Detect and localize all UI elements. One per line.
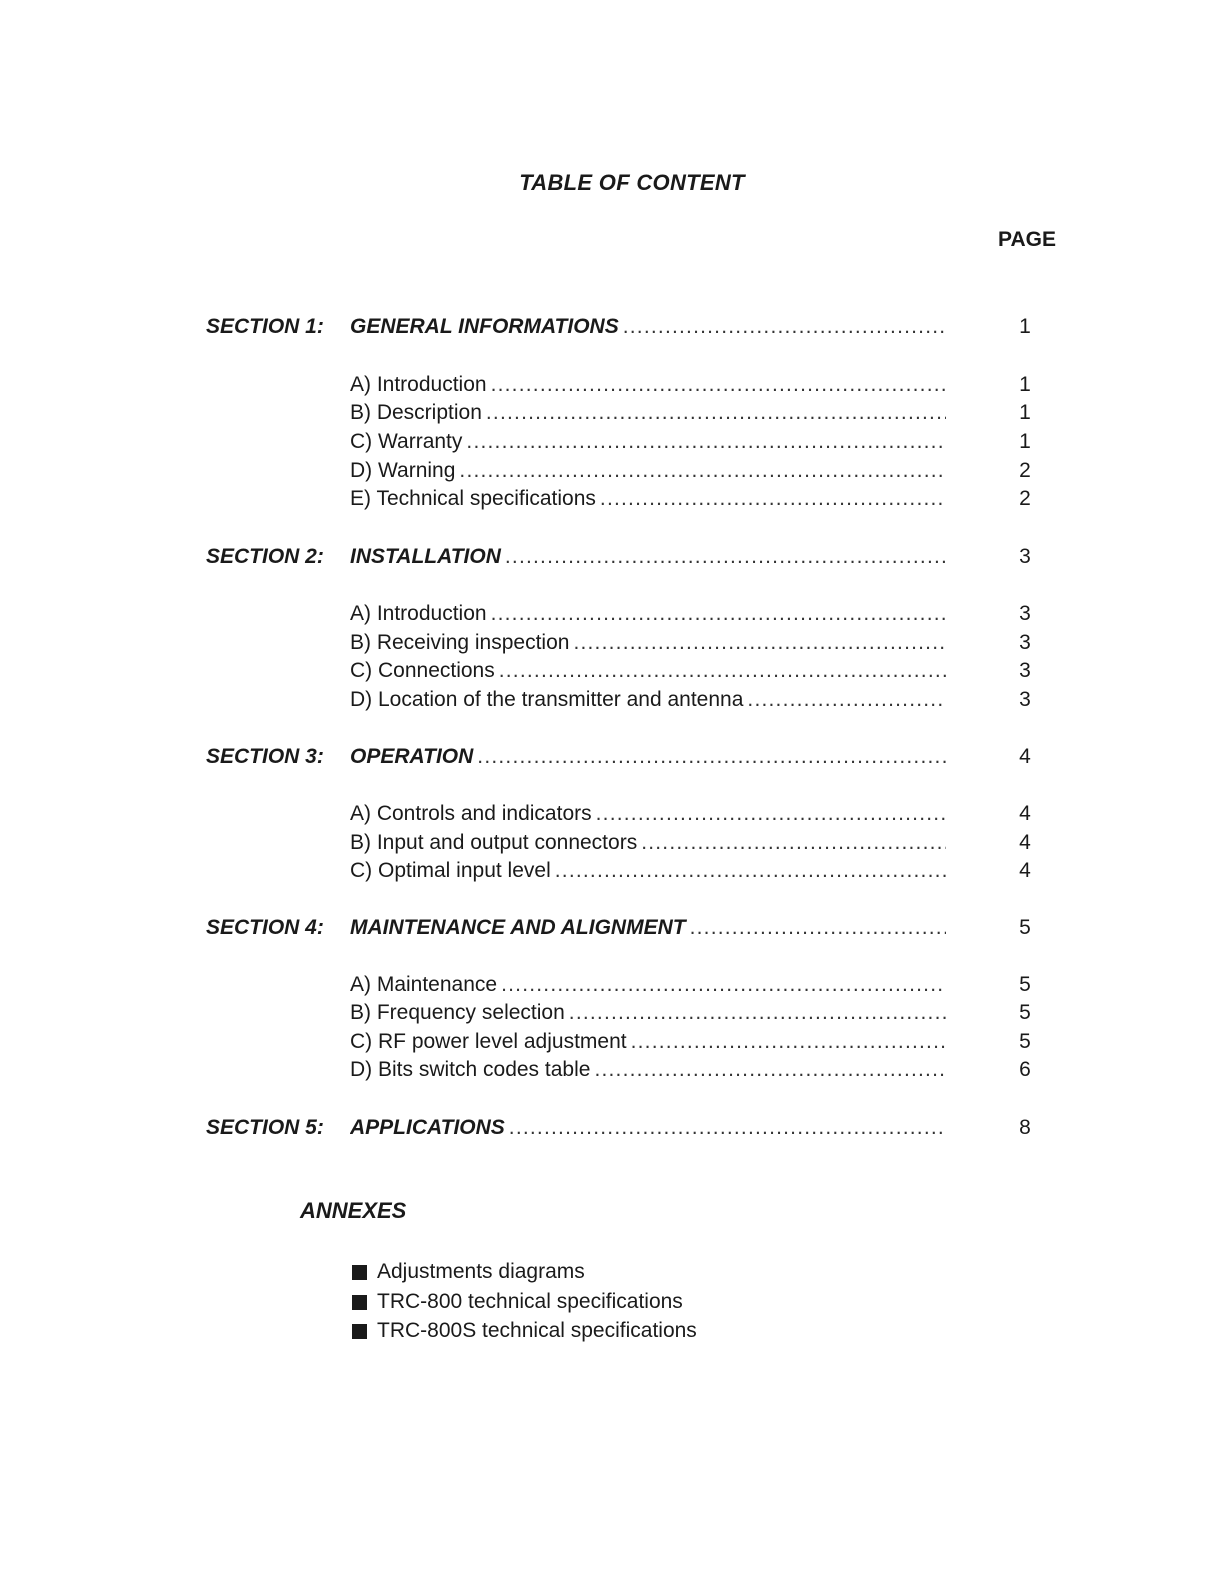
item-text: C) RF power level adjustment [350,1030,627,1053]
section-page-number: 1 [1019,315,1031,338]
page-column-header: PAGE [998,228,1056,251]
item-page-number: 5 [1019,1030,1031,1053]
item-leader [350,485,946,513]
item-text: A) Maintenance [350,973,498,996]
dot-leader [505,543,946,571]
item-leader [350,800,946,828]
dot-leader [747,686,946,714]
dot-leader [623,313,946,341]
annex-item-text: TRC-800 technical specifications [377,1290,683,1313]
annex-item-text: TRC-800S technical specifications [377,1319,697,1342]
item-text: C) Optimal input level [350,859,551,882]
item-page-number: 2 [1019,487,1031,510]
item-page-number: 5 [1019,1001,1031,1024]
annexes-heading: ANNEXES [300,1198,407,1223]
dot-leader [491,371,946,399]
dot-leader [569,999,946,1027]
item-page-number: 1 [1019,401,1031,424]
section-title: GENERAL INFORMATIONS [350,315,619,338]
item-page-number: 1 [1019,373,1031,396]
section-page-number: 3 [1019,545,1031,568]
annex-item-text: Adjustments diagrams [377,1260,585,1283]
item-text: B) Input and output connectors [350,831,638,854]
dot-leader [690,914,946,942]
item-page-number: 4 [1019,831,1031,854]
section-title: INSTALLATION [350,545,501,568]
item-page-number: 3 [1019,688,1031,711]
item-text: A) Introduction [350,373,487,396]
dot-leader [509,1114,946,1142]
item-leader [350,629,946,657]
section-leader [350,313,946,341]
dot-leader [486,399,946,427]
dot-leader [466,428,946,456]
item-page-number: 5 [1019,973,1031,996]
item-leader [350,399,946,427]
section-title: MAINTENANCE AND ALIGNMENT [350,916,686,939]
section-title: OPERATION [350,745,474,768]
section-label: SECTION 5: [206,1116,324,1139]
item-text: B) Description [350,401,482,424]
dot-leader [594,1056,946,1084]
item-text: B) Frequency selection [350,1001,565,1024]
dot-leader [499,657,946,685]
dot-leader [631,1028,946,1056]
dot-leader [600,485,946,513]
section-leader [350,1114,946,1142]
section-label: SECTION 4: [206,916,324,939]
section-leader [350,914,946,942]
item-text: D) Bits switch codes table [350,1058,591,1081]
square-bullet-icon [352,1265,367,1280]
item-leader [350,600,946,628]
dot-leader [477,743,946,771]
section-leader [350,543,946,571]
dot-leader [491,600,946,628]
item-text: D) Location of the transmitter and antenna [350,688,744,711]
dot-leader [641,829,946,857]
annex-list-item [352,1257,585,1287]
item-leader [350,371,946,399]
document-title: TABLE OF CONTENT [519,170,745,195]
item-text: B) Receiving inspection [350,631,570,654]
item-page-number: 4 [1019,859,1031,882]
item-leader [350,1056,946,1084]
item-text: A) Introduction [350,602,487,625]
item-text: E) Technical specifications [350,487,596,510]
section-title: APPLICATIONS [350,1116,505,1139]
section-leader [350,743,946,771]
item-page-number: 6 [1019,1058,1031,1081]
dot-leader [459,457,946,485]
item-page-number: 3 [1019,602,1031,625]
dot-leader [555,857,946,885]
annex-list-item [352,1287,683,1317]
item-leader [350,457,946,485]
annex-list-item [352,1316,697,1346]
item-text: D) Warning [350,459,456,482]
section-label: SECTION 1: [206,315,324,338]
item-page-number: 4 [1019,802,1031,825]
item-leader [350,686,946,714]
item-page-number: 1 [1019,430,1031,453]
square-bullet-icon [352,1295,367,1310]
item-leader [350,971,946,999]
item-text: C) Connections [350,659,495,682]
section-label: SECTION 2: [206,545,324,568]
section-page-number: 4 [1019,745,1031,768]
item-leader [350,1028,946,1056]
item-page-number: 2 [1019,459,1031,482]
item-leader [350,857,946,885]
item-leader [350,999,946,1027]
section-page-number: 5 [1019,916,1031,939]
item-leader [350,428,946,456]
item-leader [350,829,946,857]
item-page-number: 3 [1019,659,1031,682]
dot-leader [596,800,946,828]
item-page-number: 3 [1019,631,1031,654]
item-text: A) Controls and indicators [350,802,592,825]
dot-leader [501,971,946,999]
section-label: SECTION 3: [206,745,324,768]
item-leader [350,657,946,685]
dot-leader [573,629,946,657]
square-bullet-icon [352,1324,367,1339]
section-page-number: 8 [1019,1116,1031,1139]
item-text: C) Warranty [350,430,463,453]
